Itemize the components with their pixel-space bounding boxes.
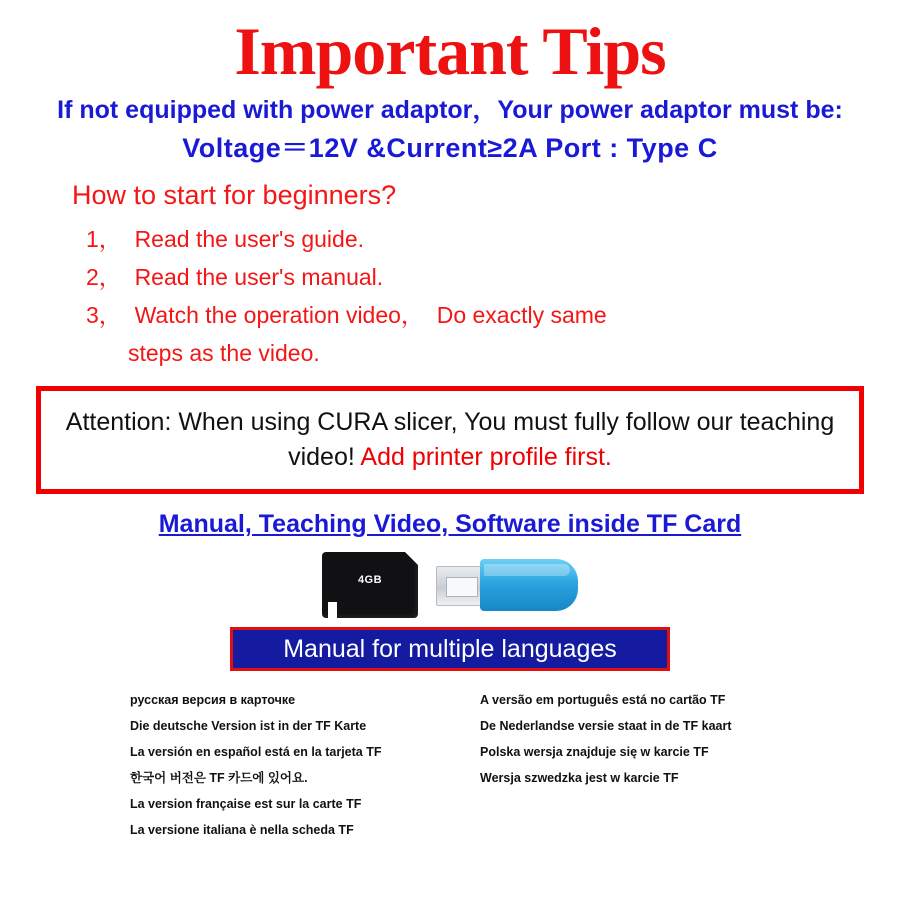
language-item: La versione italiana è nella scheda TF (130, 823, 354, 837)
tips-page (0, 14, 900, 914)
language-item: русская версия в карточке (130, 693, 296, 707)
page-title: Important Tips (234, 13, 666, 89)
language-item: Wersja szwedzka jest w karcie TF (480, 771, 679, 785)
language-item: La version française est sur la carte TF (130, 797, 362, 811)
language-item: A versão em português está no cartão TF (480, 693, 726, 707)
sd-card-notch (328, 602, 337, 618)
attention-box (36, 386, 864, 494)
power-adaptor-notice (0, 94, 900, 166)
attention-black-text: Attention: When using CURA slicer, You must fully follow our teaching video! (65, 408, 835, 471)
list-item-continuation: steps as the video. (128, 340, 320, 366)
sd-card-capacity-label: 4GB (357, 574, 383, 586)
language-item: Polska wersja znajduje się w karcie TF (480, 745, 709, 759)
media-images (0, 549, 900, 621)
languages-banner (230, 627, 670, 671)
attention-text (55, 405, 845, 475)
languages-banner-label: Manual for multiple languages (283, 634, 617, 663)
languages-list (130, 687, 770, 843)
beginners-list (72, 220, 900, 372)
language-item: De Nederlandse versie staat in de TF kaart (480, 719, 732, 733)
language-item: La versión en español está en la tarjeta TF (130, 745, 382, 759)
languages-column-right (480, 687, 770, 843)
beginners-section (0, 178, 900, 372)
tf-card-contents-line: Manual, Teaching Video, Software inside TF Card (158, 510, 742, 538)
list-item: 3， Watch the operation video， Do exactly same (86, 302, 607, 328)
language-item: 한국어 버전은 TF 카드에 있어요. (130, 771, 308, 785)
beginners-heading: How to start for beginners? (72, 180, 397, 210)
attention-red-text: Add printer profile first. (360, 443, 612, 471)
sd-card-icon (322, 552, 418, 618)
power-requirement-line-1: If not equipped with power adaptor，Your power adaptor must be: (57, 96, 843, 124)
languages-column-left (130, 687, 430, 843)
usb-body (480, 559, 578, 611)
power-requirement-line-2: Voltage＝12V &Current≥2A Port : Type C (182, 133, 718, 163)
language-item: Die deutsche Version ist in der TF Karte (130, 719, 367, 733)
list-item: 1， Read the user's guide. (86, 226, 364, 252)
usb-card-reader-icon (436, 559, 578, 611)
list-item: 2， Read the user's manual. (86, 264, 384, 290)
